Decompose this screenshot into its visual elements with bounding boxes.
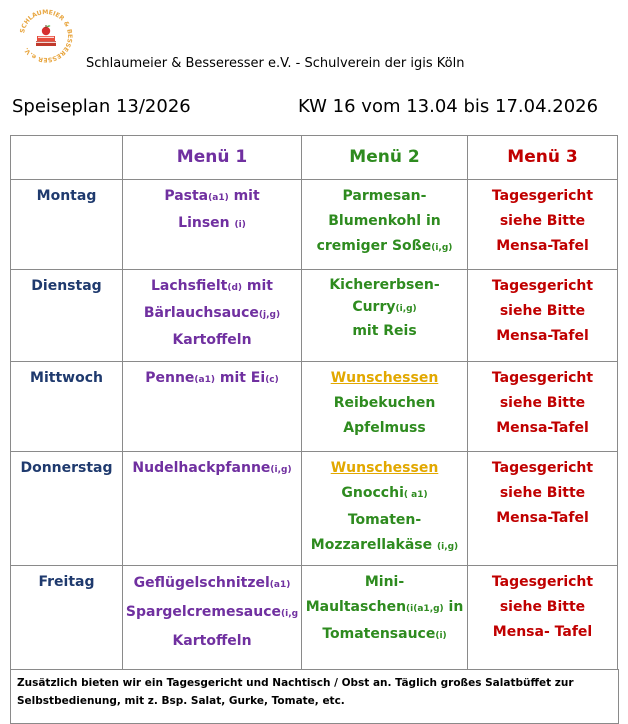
wunschessen-label: Wunschessen <box>330 370 439 386</box>
day-tuesday: Dienstag <box>11 270 123 362</box>
books-apple-icon <box>36 25 56 46</box>
monday-menu-2: Parmesan- Blumenkohl in cremiger Soße(i,g) <box>302 180 468 270</box>
tuesday-menu-1: Lachsfielt(d) mit Bärlauchsauce(j,g) Kartoffeln <box>123 270 302 362</box>
monday-menu-1: Pasta(a1) mit Linsen (i) <box>123 180 302 270</box>
wunschessen-label: Wunschessen <box>330 460 439 476</box>
header-menu-1: Menü 1 <box>123 136 302 180</box>
table-row <box>11 180 618 270</box>
friday-menu-2: Mini- Maultaschen(i(a1,g) in Tomatensauce(i) <box>302 566 468 670</box>
friday-menu-1: Geflügelschnitzel(a1) Spargelcremesauce(i,g Kartoffeln <box>123 566 302 670</box>
friday-menu-3: Tagesgericht siehe Bitte Mensa- Tafel <box>468 566 618 670</box>
tuesday-menu-2: Kichererbsen- Curry(i,g) mit Reis <box>302 270 468 362</box>
plan-title: Speiseplan 13/2026 <box>12 96 191 117</box>
day-wednesday: Mittwoch <box>11 362 123 452</box>
monday-menu-3: Tagesgericht siehe Bitte Mensa-Tafel <box>468 180 618 270</box>
organization-name: Schlaumeier & Besseresser e.V. - Schulverein der igis Köln <box>86 56 465 71</box>
table-row <box>11 452 618 566</box>
day-friday: Freitag <box>11 566 123 670</box>
footer-line-2: Selbstbedienung, mit z. Bsp. Salat, Gurke, Tomate, etc. <box>17 695 345 707</box>
header-menu-3: Menü 3 <box>468 136 618 180</box>
header-menu-2: Menü 2 <box>302 136 468 180</box>
day-thursday: Donnerstag <box>11 452 123 566</box>
thursday-menu-2: Wunschessen Gnocchi( a1) Tomaten- Mozzarellakäse (i,g) <box>302 452 468 566</box>
logo <box>16 6 76 66</box>
footer-line-1: Zusätzlich bieten wir ein Tagesgericht und Nachtisch / Obst an. Täglich großes Salatbüffet zur <box>17 677 574 689</box>
wednesday-menu-1: Penne(a1) mit Ei(c) <box>123 362 302 452</box>
tuesday-menu-3: Tagesgericht siehe Bitte Mensa-Tafel <box>468 270 618 362</box>
table-row <box>11 566 618 670</box>
wednesday-menu-2: Wunschessen Reibekuchen Apfelmuss <box>302 362 468 452</box>
thursday-menu-3: Tagesgericht siehe Bitte Mensa-Tafel <box>468 452 618 566</box>
meal-plan-table <box>10 135 618 670</box>
corner-cell <box>11 136 123 180</box>
wednesday-menu-3: Tagesgericht siehe Bitte Mensa-Tafel <box>468 362 618 452</box>
footer-note <box>10 669 619 724</box>
table-header-row <box>11 136 618 180</box>
thursday-menu-1: Nudelhackpfanne(i,g) <box>123 452 302 566</box>
week-range: KW 16 vom 13.04 bis 17.04.2026 <box>298 96 599 117</box>
table-row <box>11 362 618 452</box>
logo-ring-text: SCHLAUMEIER & BESSERESSER e.V. <box>19 8 74 64</box>
table-row <box>11 270 618 362</box>
day-monday: Montag <box>11 180 123 270</box>
